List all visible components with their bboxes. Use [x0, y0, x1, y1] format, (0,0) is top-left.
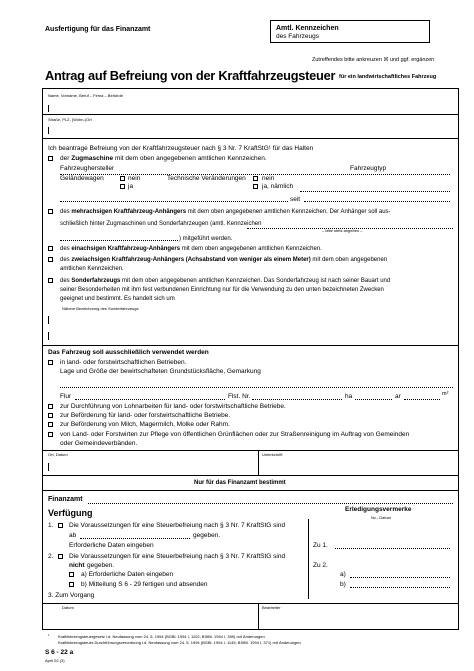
special-vehicle-checkbox[interactable] — [48, 278, 53, 283]
land-workers-label-line2: oder Gemeindeverbänden. — [60, 440, 138, 447]
ar-label: ar — [395, 393, 401, 400]
multi-axle-trailer-option: des mehrachsigen Kraftfahrzeug-Anhängers mit dem oben angegebenen amtlichen Kennzeichen. Der Anhänger soll aus- — [60, 209, 391, 215]
section-divider — [42, 475, 459, 476]
datum-input[interactable] — [60, 611, 255, 627]
multi-axle-trailer-line2: schließlich hinter Zugmaschinen und Sonderfahrzeugen (amtl. Kennzeichen — [60, 221, 262, 227]
erledigung-label: Erledigungsvermerke — [345, 506, 412, 513]
signature-input[interactable] — [260, 458, 455, 472]
plate-box-subtitle: des Fahrzeugs — [276, 33, 319, 40]
item2-not-label: nicht — [69, 562, 85, 569]
usage-agri-checkbox[interactable] — [48, 360, 53, 365]
vehicle-type-label: Fahrzeugtyp — [350, 165, 387, 172]
twin-axle-trailer-checkbox[interactable] — [48, 257, 53, 262]
tech-changes-yes-label: ja, nämlich — [262, 183, 294, 190]
since-date-line[interactable] — [304, 201, 450, 202]
item2-checkbox[interactable] — [58, 554, 63, 559]
since-label: seit — [290, 196, 301, 203]
land-workers-checkbox[interactable] — [48, 432, 53, 437]
office-heading: Nur für das Finanzamt bestimmt — [194, 480, 286, 486]
land-workers-label: von Land- oder Forstwirten zur Pflege von öffentlichen Grünflächen oder zur Straßenreinigung im Auftrag von Gemeinden — [60, 431, 410, 438]
footnote-line1: Kraftfahrzeugsteuergesetz i.d. Neufassung vom 24. 5. 1994 (BGBl. 1994 I, 1102; BStBl. 1994 I, 359) mit Änderungen — [58, 634, 265, 639]
divider — [42, 114, 459, 115]
terrain-no-checkbox[interactable] — [120, 176, 125, 181]
item1-number: 1. — [48, 522, 54, 529]
address-field-label: Straße, PLZ, (Wohn-)Ort — [48, 117, 92, 122]
item1-given-label: gegeben. — [193, 532, 221, 539]
tech-changes-no-checkbox[interactable] — [253, 176, 258, 181]
transport-goods-checkbox[interactable] — [48, 413, 53, 418]
dotted-line — [60, 174, 450, 175]
flst-input[interactable] — [252, 399, 342, 400]
usage-agri-label: in land- oder forstwirtschaftlichen Betrieben. — [60, 359, 187, 366]
location-label: Lage und Größe der bewirtschafteten Grundstücksfläche, Gemarkung — [60, 368, 261, 375]
multi-axle-trailer-checkbox[interactable] — [48, 209, 53, 214]
plate-box-title: Amtl. Kennzeichen — [276, 25, 339, 32]
item1-date-input[interactable] — [80, 538, 190, 539]
item3-label: 3. Zum Vorgang — [48, 592, 95, 599]
item1-data-label: Erforderliche Daten eingeben — [69, 542, 154, 549]
item1-text: Die Voraussetzungen für eine Steuerbefreiung nach § 3 Nr. 7 KraftStG sind — [69, 522, 286, 529]
single-axle-trailer-checkbox[interactable] — [48, 246, 53, 251]
field-marker — [48, 463, 49, 471]
column-divider — [308, 519, 309, 599]
divider — [258, 451, 259, 476]
footnote-line2: Kraftfahrzeugsteuer-Durchführungsverordnung i.d. Neufassung vom 24. 5. 1994 (BGBl. 1994 I, 1145; BStBl. 1994 I, 371) mit Änderungen — [58, 640, 301, 645]
transport-goods-label: zur Beförderung für land- oder forstwirtschaftliche Betriebe. — [60, 412, 231, 419]
terrain-no-label: nein — [128, 175, 141, 182]
item2-number: 2. — [48, 553, 54, 560]
bearbeiter-input[interactable] — [260, 611, 455, 627]
ar-input[interactable] — [404, 399, 440, 400]
ha-input[interactable] — [355, 399, 392, 400]
twin-axle-trailer-line2: amtlichen Kennzeichen. — [60, 266, 124, 272]
terrain-yes-checkbox[interactable] — [120, 184, 125, 189]
vehicle-type-input[interactable] — [392, 166, 450, 174]
item1-ab-label: ab — [69, 532, 77, 539]
wage-work-label: zur Durchführung von Lohnarbeiten für land- oder forstwirtschaftliche Betriebe. — [60, 403, 286, 410]
name-field-label: Name, Vorname, Beruf – Firma – Behörde — [48, 93, 123, 98]
transport-milk-checkbox[interactable] — [48, 422, 53, 427]
section-divider — [42, 345, 459, 346]
copy-for-label: Ausfertigung für das Finanzamt — [45, 26, 151, 33]
verfuegung-label: Verfügung — [48, 508, 93, 518]
flst-label: Flst. Nr. — [228, 393, 251, 400]
divider — [258, 604, 259, 630]
item2b-label: b) Mitteilung S 6 - 29 fertigen und absenden — [81, 581, 208, 588]
zu1-label: Zu 1. — [313, 542, 328, 549]
finanzamt-input[interactable] — [88, 503, 453, 504]
dotted-line — [300, 191, 450, 192]
place-date-input[interactable] — [46, 458, 250, 472]
dotted-line — [60, 387, 453, 388]
item2a-label: a) Erforderliche Daten eingeben — [81, 571, 174, 578]
item2-text: Die Voraussetzungen für eine Steuerbefreiung nach § 3 Nr. 7 KraftStG sind — [69, 553, 286, 560]
item2b-right-input[interactable] — [350, 587, 450, 588]
form-code: S 6 - 22 a — [45, 649, 74, 656]
form-date: April 02 (3) — [45, 658, 65, 663]
signature-label: Unterschrift — [262, 452, 283, 457]
special-vehicle-description-input[interactable] — [60, 312, 453, 342]
divider — [42, 138, 459, 139]
address-field-marker — [48, 127, 49, 134]
manufacturer-input[interactable] — [124, 166, 336, 174]
tractor-option: der Zugmaschine mit dem oben angegebenen amtlichen Kennzeichen. — [60, 155, 267, 162]
name-field-marker — [48, 105, 49, 112]
item2a-checkbox[interactable] — [69, 572, 74, 577]
since-dotted-line — [60, 201, 288, 202]
item2-given-label: gegeben. — [87, 562, 115, 569]
towing-plates-hint: – bitte stets angeben – — [322, 228, 363, 233]
zu2-label: Zu 2. — [313, 562, 328, 569]
name-field[interactable] — [45, 100, 456, 112]
zu1-input[interactable] — [335, 548, 450, 549]
bearbeiter-label: Bearbeiter — [262, 605, 281, 610]
item2a-right-label: a) — [340, 571, 346, 578]
special-vehicle-line3: geeignet und bestimmt. Es handelt sich um — [60, 296, 175, 302]
twin-axle-trailer-option: des zweiachsigen Kraftfahrzeug-Anhängers (Achsabstand von weniger als einem Meter) mit dem oben angegebenen — [60, 257, 388, 263]
datum-label: Datum — [62, 605, 74, 610]
usage-heading: Das Fahrzeug soll ausschließlich verwendet werden — [48, 349, 209, 356]
form-title: Antrag auf Befreiung von der Kraftfahrzeugsteuer — [45, 68, 336, 83]
request-intro: Ich beantrage Befreiung von der Kraftfahrzeugsteuer nach § 3 Nr. 7 KraftStG¹ für das Halten — [48, 145, 314, 152]
tractor-checkbox[interactable] — [48, 156, 53, 161]
tech-changes-no-label: nein — [262, 175, 275, 182]
place-date-label: Ort, Datum — [48, 452, 68, 457]
wage-work-checkbox[interactable] — [48, 404, 53, 409]
terrain-vehicle-label: Geländewagen — [60, 175, 104, 182]
special-vehicle-option: des Sonderfahrzeugs mit dem oben angegebenen amtlichen Kennzeichen. Das Sonderfahrzeug ist nach seiner Bauart und — [60, 278, 391, 284]
terrain-yes-label: ja — [128, 183, 134, 190]
item1-checkbox[interactable] — [58, 523, 63, 528]
towing-plates-line2[interactable] — [60, 240, 178, 241]
field-marker — [48, 332, 49, 340]
multi-axle-trailer-line3: ) mitgeführt werden. — [179, 236, 233, 242]
transport-milk-label: zur Beförderung von Milch, Magermilch, Molke oder Rahm. — [60, 421, 230, 428]
special-vehicle-line2: seiner Besonderheiten mit ihm fest verbundenen Einrichtung nur für die Verwendung zu den unten bezeichneten Zwecken — [60, 287, 384, 293]
form-title-suffix: für ein landwirtschaftliches Fahrzeug — [339, 74, 437, 80]
flur-label: Flur — [60, 393, 72, 400]
divider — [42, 450, 459, 451]
manufacturer-label: Fahrzeughersteller — [60, 165, 115, 172]
tech-changes-yes-checkbox[interactable] — [253, 184, 258, 189]
no-datum-label: Nz., Datum — [371, 515, 392, 520]
item2b-checkbox[interactable] — [69, 582, 74, 587]
address-field[interactable] — [45, 123, 456, 135]
special-vehicle-field-label: Nähere Bezeichnung des Sonderfahrzeugs — [62, 306, 139, 311]
footnote-marker: ¹ — [48, 633, 50, 638]
license-plate-box[interactable] — [270, 20, 430, 43]
single-axle-trailer-option: des einachsigen Kraftfahrzeug-Anhängers mit dem oben angegebenen amtlichen Kennzeichen. — [60, 246, 322, 252]
tech-changes-label: Technische Veränderungen — [167, 175, 246, 182]
instruction-text: Zutreffendes bitte ankreuzen ☒ und ggf. ergänzen — [312, 57, 435, 63]
field-marker — [48, 316, 49, 324]
flur-input[interactable] — [75, 399, 225, 400]
divider — [42, 490, 459, 491]
divider — [42, 603, 459, 604]
item2a-right-input[interactable] — [350, 577, 450, 578]
item2b-right-label: b) — [340, 581, 346, 588]
m2-label: m² — [442, 391, 449, 397]
ha-label: ha — [345, 393, 353, 400]
finanzamt-label: Finanzamt — [48, 496, 83, 503]
